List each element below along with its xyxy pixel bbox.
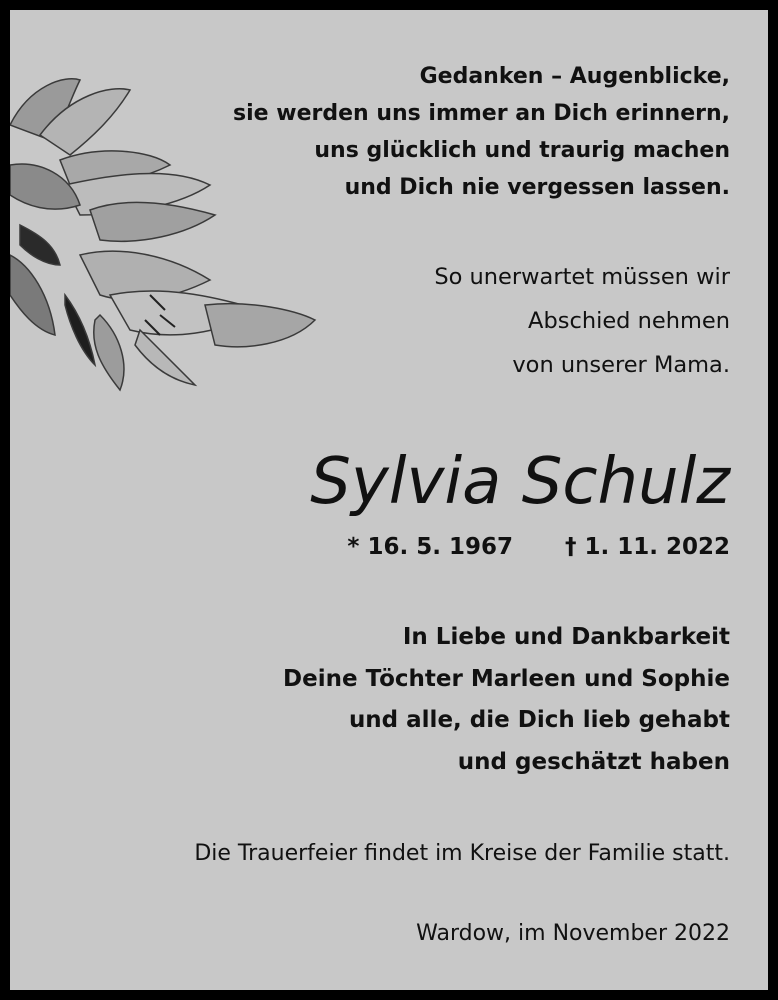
poem-line: und Dich nie vergessen lassen. — [344, 175, 730, 200]
mourners-line: In Liebe und Dankbarkeit — [402, 624, 730, 650]
poem-line: uns glücklich und traurig machen — [314, 138, 730, 163]
obituary-card — [10, 10, 768, 990]
intro-line: So unerwartet müssen wir — [434, 264, 730, 290]
intro-line: von unserer Mama. — [512, 352, 730, 378]
mourners-line: Deine Töchter Marleen und Sophie — [283, 665, 730, 692]
poem-line: Gedanken – Augenblicke, — [419, 64, 730, 89]
place-date: Wardow, im November 2022 — [416, 921, 730, 946]
mourners — [283, 617, 730, 783]
birth-date: * 16. 5. 1967 — [347, 534, 513, 560]
mourners-line: und geschätzt haben — [457, 748, 730, 775]
poem-line: sie werden uns immer an Dich erinnern, — [233, 101, 730, 126]
intro-line: Abschied nehmen — [528, 308, 730, 334]
death-date: † 1. 11. 2022 — [564, 534, 730, 560]
poem — [233, 58, 730, 206]
mourners-line: und alle, die Dich lieb gehabt — [348, 707, 730, 733]
intro-text — [434, 255, 730, 387]
ceremony-note: Die Trauerfeier findet im Kreise der Familie statt. — [194, 841, 730, 866]
deceased-name: Sylvia Schulz — [310, 445, 730, 519]
life-dates — [347, 532, 730, 562]
